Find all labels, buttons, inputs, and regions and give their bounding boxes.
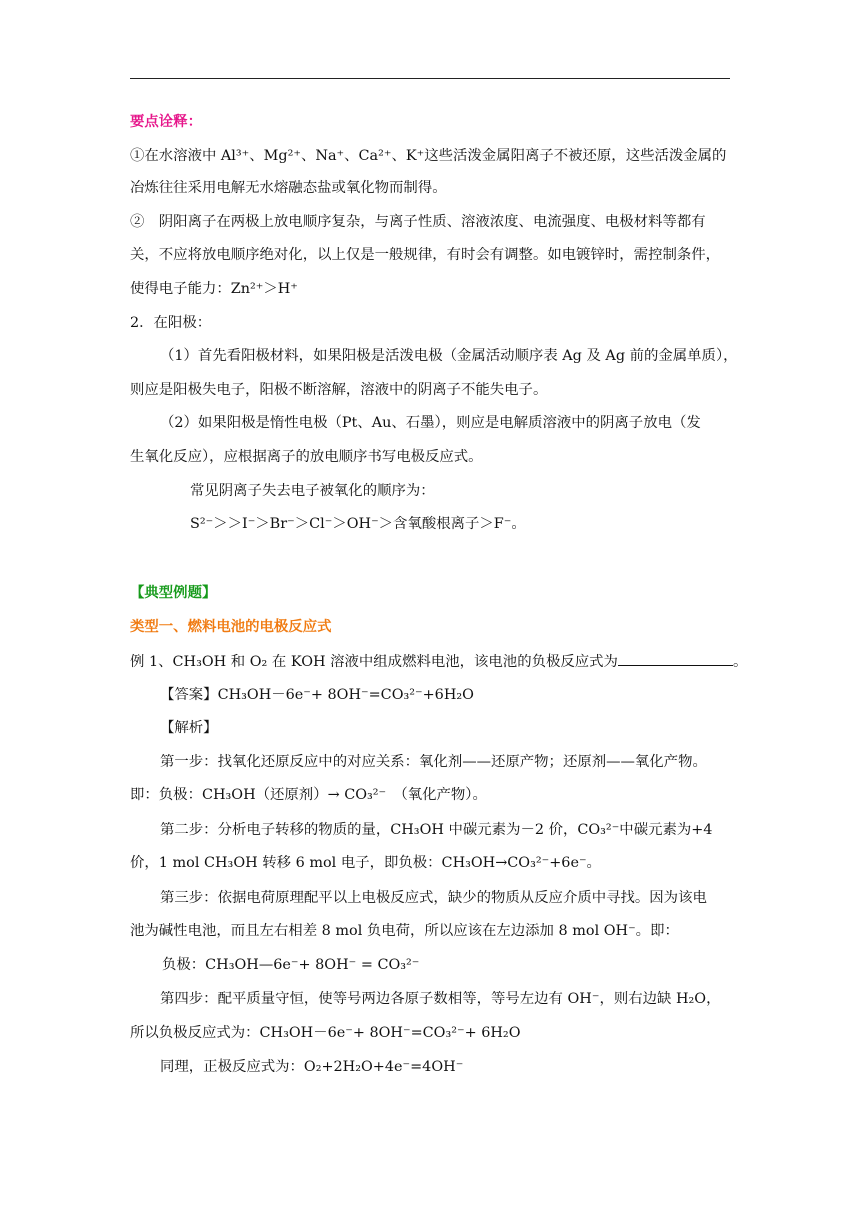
note2-line3: 使得电子能力：Zn²⁺＞H⁺ [130,281,298,297]
note2-line1: ② 阴阳离子在两极上放电顺序复杂，与离子性质、溶液浓度、电流强度、电极材料等都有 [130,214,706,230]
step3-equation: 负极：CH₃OH—6e⁻+ 8OH⁻ = CO₃²⁻ [162,957,420,973]
positive-electrode-line: 同理，正极反应式为：O₂+2H₂O+4e⁻=4OH⁻ [160,1059,464,1075]
anode1-line1: （1）首先看阳极材料，如果阳极是活泼电极（金属活动顺序表 Ag 及 Ag 前的金属单质）， [160,348,738,364]
step4-line1: 第四步：配平质量守恒，使等号两边各原子数相等，等号左边有 OH⁻，则右边缺 H₂O， [160,991,721,1007]
analysis-label: 【解析】 [160,720,218,736]
step3-line2: 池为碱性电池，而且左右相差 8 mol 负电荷，所以应该在左边添加 8 mol OH⁻。即： [130,923,679,939]
step2-line1: 第二步：分析电子转移的物质的量，CH₃OH 中碳元素为－2 价，CO₃²⁻中碳元素为+4 [160,822,713,838]
anode2-line1: （2）如果阳极是惰性电极（Pt、Au、石墨），则应是电解质溶液中的阴离子放电（发 [160,415,701,431]
note1-line1: ①在水溶液中 Al³⁺、Mg²⁺、Na⁺、Ca²⁺、K⁺这些活泼金属阳离子不被还原，这些活泼金属的 [130,148,727,164]
step3-line1: 第三步：依据电荷原理配平以上电极反应式，缺少的物质从反应介质中寻找。因为该电 [160,890,707,906]
example1-end: 。 [732,654,748,670]
typical-examples-heading: 【典型例题】 [130,585,217,601]
example1-text: 例 1、CH₃OH 和 O₂ 在 KOH 溶液中组成燃料电池，该电池的负极反应式为 [130,654,618,670]
key-points-heading: 要点诠释： [130,114,202,130]
step1-line2: 即：负极：CH₃OH（还原剂）→ CO₃²⁻ （氧化产物）。 [130,787,487,803]
note2-line2: 关，不应将放电顺序绝对化，以上仅是一般规律，有时会有调整。如电镀锌时，需控制条件， [130,247,721,263]
step1-line1: 第一步：找氧化还原反应中的对应关系：氧化剂——还原产物；还原剂——氧化产物。 [160,754,707,770]
anode1-line2: 则应是阳极失电子，阳极不断溶解，溶液中的阴离子不能失电子。 [130,382,548,398]
anode-title: 2．在阳极： [130,315,212,331]
answer-line: 【答案】CH₃OH－6e⁻+ 8OH⁻=CO₃²⁻+6H₂O [160,687,474,703]
anode2-line2: 生氧化反应），应根据离子的放电顺序书写电极反应式。 [130,449,483,465]
order-intro: 常见阴离子失去电子被氧化的顺序为： [190,483,435,499]
answer-blank [618,651,733,666]
example1-question [130,651,748,672]
step2-line2: 价，1 mol CH₃OH 转移 6 mol 电子，即负极：CH₃OH→CO₃²⁻+6e⁻。 [130,855,601,871]
type1-heading: 类型一、燃料电池的电极反应式 [130,619,332,635]
step4-line2: 所以负极反应式为：CH₃OH－6e⁻+ 8OH⁻=CO₃²⁻+ 6H₂O [130,1025,521,1041]
note1-line2: 冶炼往往采用电解无水熔融态盐或氧化物而制得。 [130,180,447,196]
header-rule [130,78,730,79]
order-series: S²⁻＞＞I⁻＞Br⁻＞Cl⁻＞OH⁻＞含氧酸根离子＞F⁻。 [190,516,526,532]
